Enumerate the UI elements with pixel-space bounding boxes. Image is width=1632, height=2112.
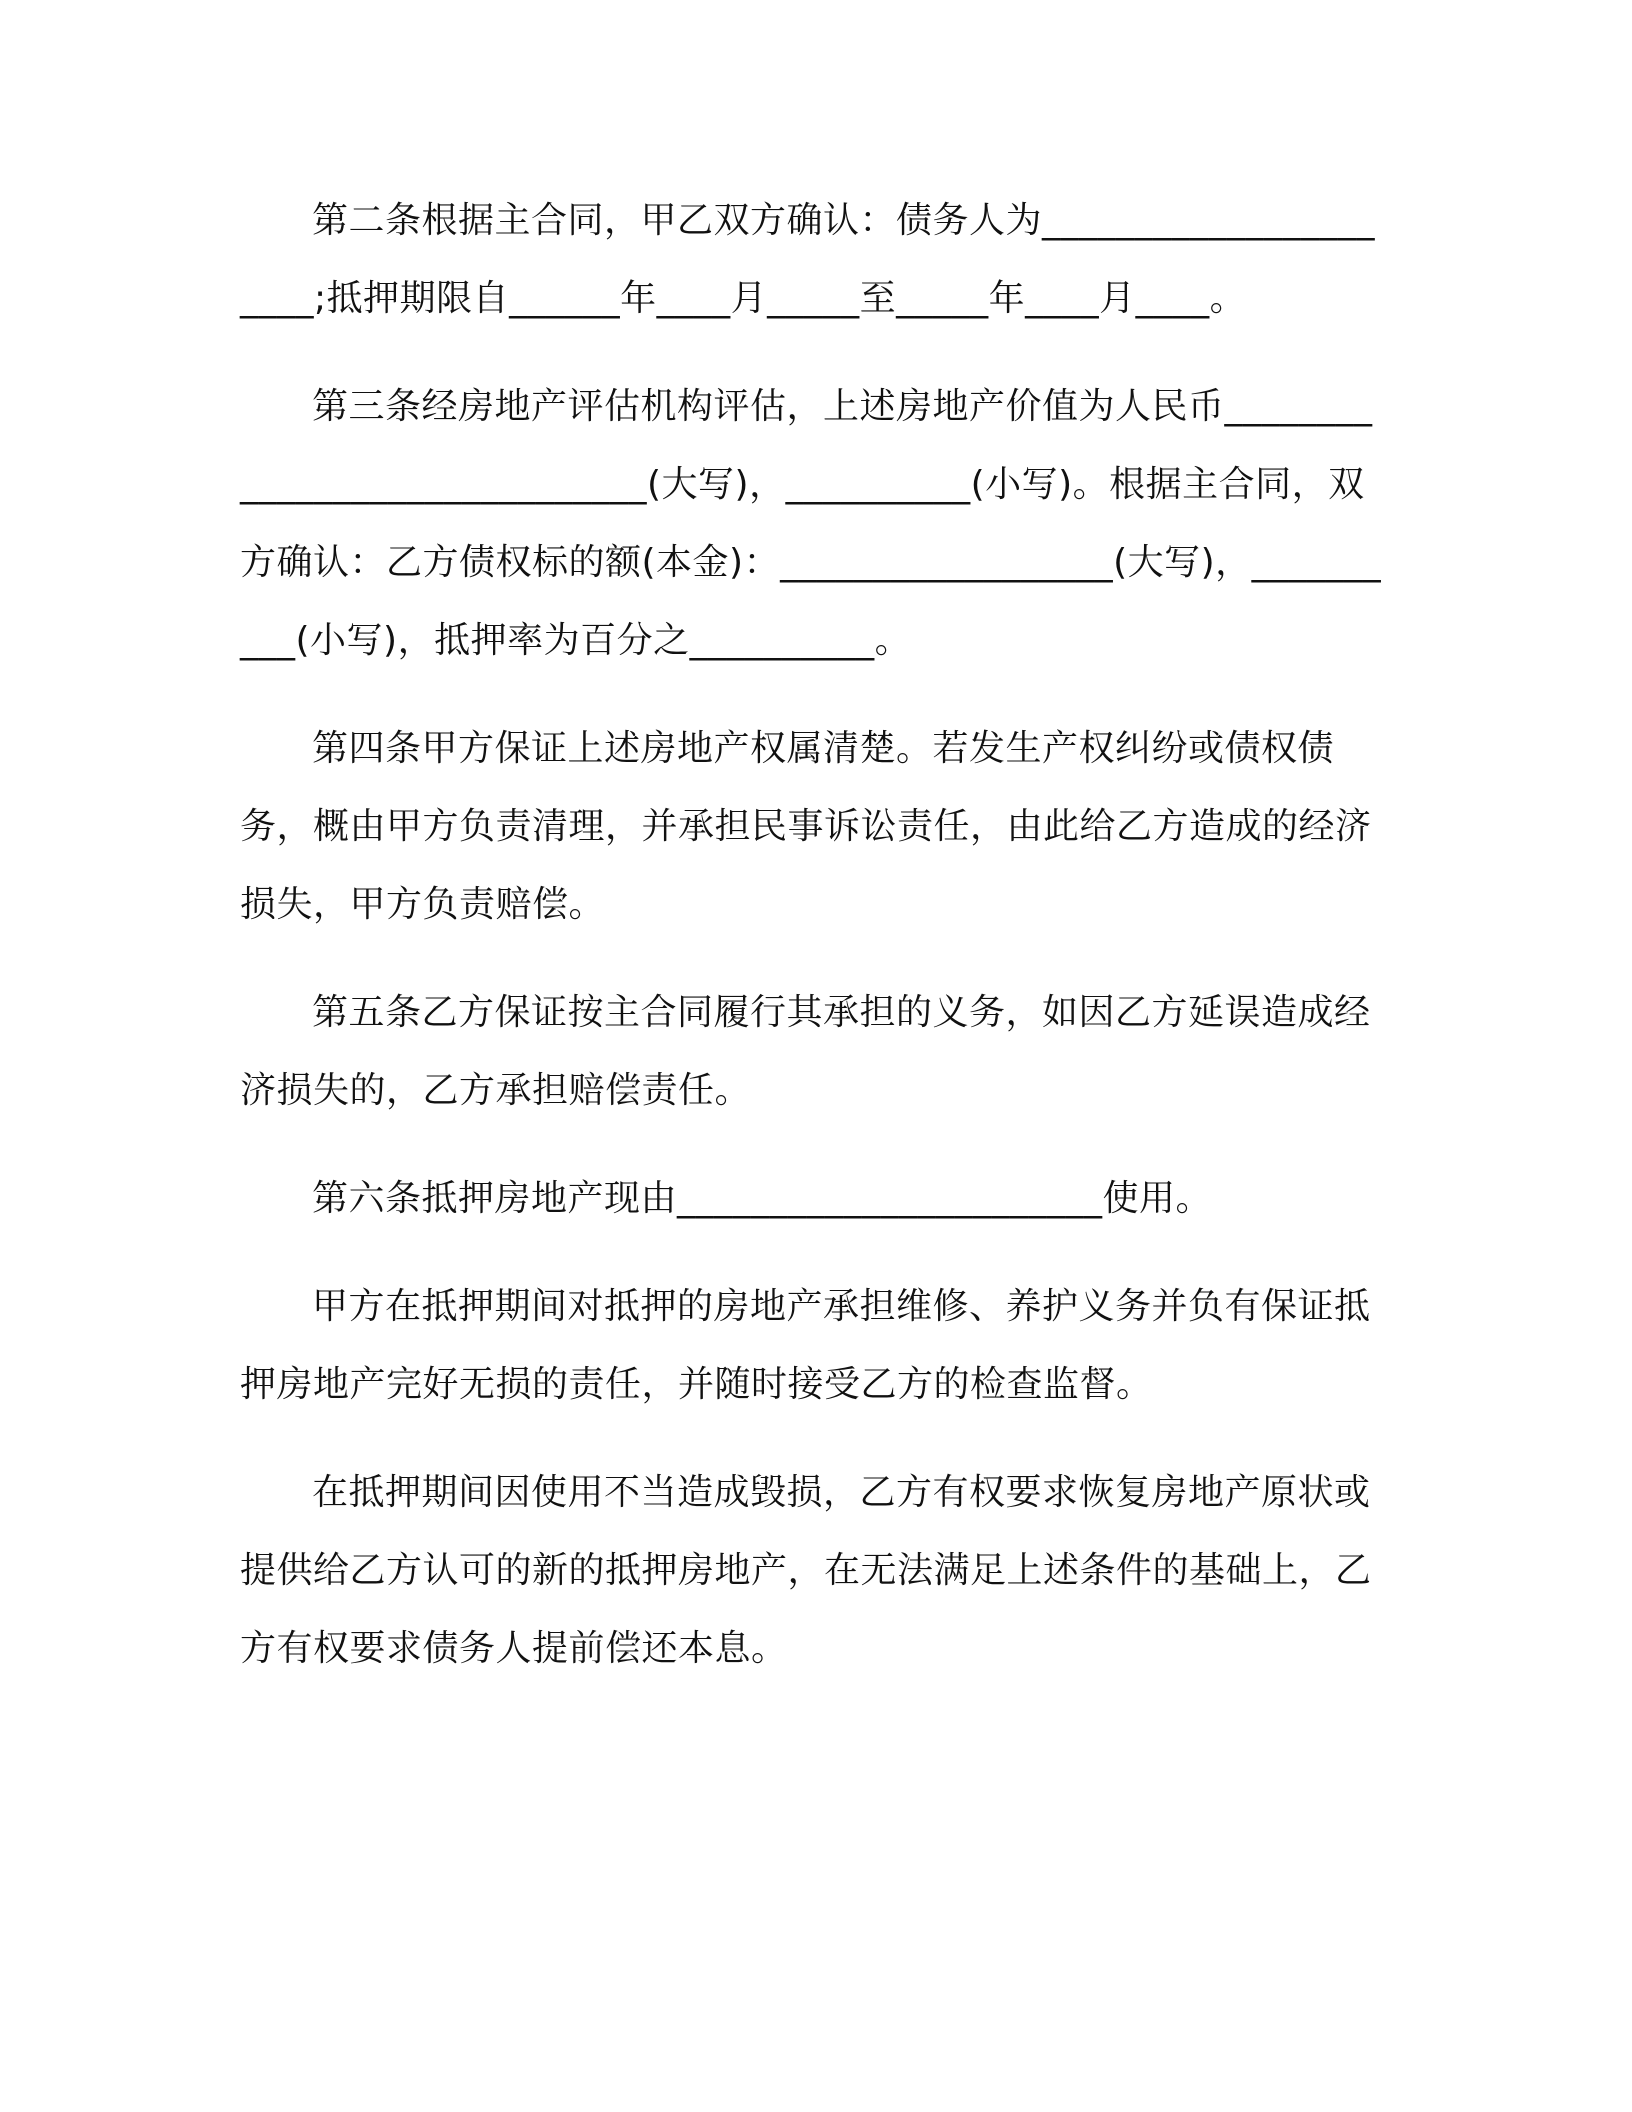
article-2-paragraph: 第二条根据主合同，甲乙双方确认：债务人为______________________;抵押期限自______年____月_____至_____年____月____。 bbox=[240, 200, 1376, 319]
damage-paragraph: 在抵押期间因使用不当造成毁损，乙方有权要求恢复房地产原状或提供给乙方认可的新的抵押房地产，在无法满足上述条件的基础上，乙方有权要求债务人提前偿还本息。 bbox=[240, 1472, 1372, 1669]
article-4-paragraph: 第四条甲方保证上述房地产权属清楚。若发生产权纠纷或债权债务，概由甲方负责清理，并承担民事诉讼责任，由此给乙方造成的经济损失，甲方负责赔偿。 bbox=[240, 728, 1372, 925]
article-3-paragraph: 第三条经房地产评估机构评估，上述房地产价值为人民币______________________________(大写)，__________(小写)。根据主合同，双方确认：乙方债权标的额(本金)：__________________(大写)，__________(小写)，抵押率为百分之__________。 bbox=[240, 386, 1382, 661]
document-body bbox=[240, 182, 1385, 1718]
article-6-paragraph: 第六条抵押房地产现由_______________________使用。 bbox=[312, 1178, 1213, 1219]
maintenance-paragraph: 甲方在抵押期间对抵押的房地产承担维修、养护义务并负有保证抵押房地产完好无损的责任，并随时接受乙方的检查监督。 bbox=[240, 1286, 1371, 1405]
article-5-paragraph: 第五条乙方保证按主合同履行其承担的义务，如因乙方延误造成经济损失的，乙方承担赔偿责任。 bbox=[240, 992, 1371, 1111]
